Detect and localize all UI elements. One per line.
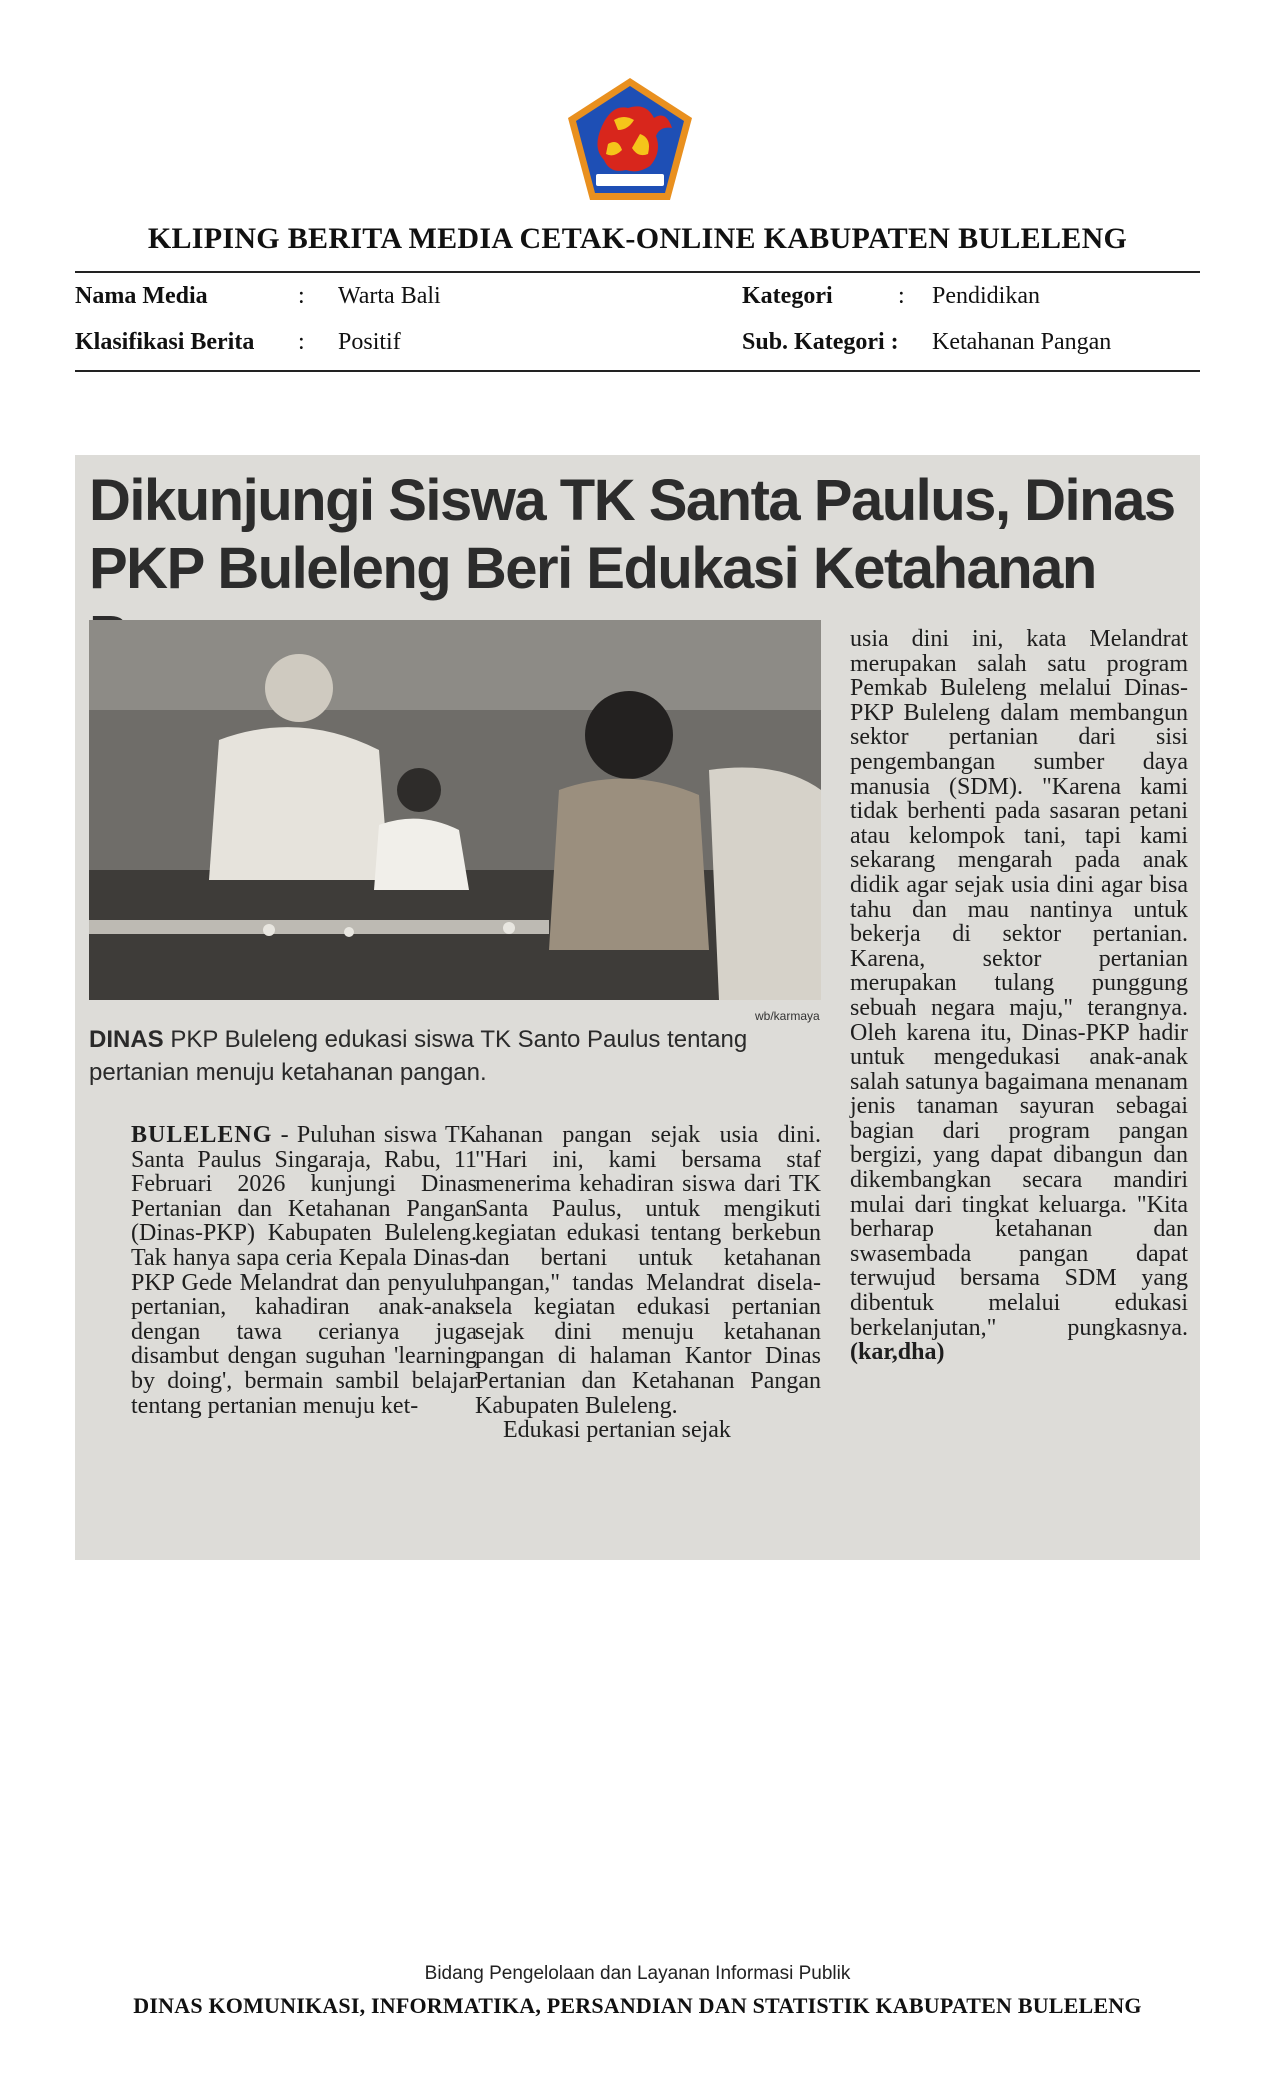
- photo-credit: wb/karmaya: [755, 1009, 820, 1023]
- header-divider-bottom: [75, 370, 1200, 372]
- category-value: Pendidikan: [932, 283, 1040, 309]
- document-title: KLIPING BERITA MEDIA CETAK-ONLINE KABUPATEN BULELENG: [147, 222, 1128, 255]
- caption-lead: DINAS: [89, 1026, 164, 1053]
- subcategory-label: Sub. Kategori :: [742, 329, 899, 355]
- article-column-1: [131, 1123, 477, 1418]
- media-separator: :: [298, 283, 305, 309]
- article-headline: Dikunjungi Siswa TK Santa Paulus, Dinas PKP Buleleng Beri Edukasi Ketahanan: [89, 468, 1175, 601]
- column-3-text: usia dini ini, kata Melandrat merupakan salah satu program Pemkab Buleleng melalui Dinas-PKP Buleleng dalam membangun sektor pertanian dari sisi pengembangan sumber daya manusia (SDM). "Karena kami tidak berhenti pada sasaran petani atau kelompok tani, tapi kami sekarang mengarah pada anak didik agar sejak usia dini agar bisa tahu dan mau nantinya untuk bekerja di sektor pertanian. Karena, sektor pertanian merupakan tulang punggung sebuah negara maju," terangnya. Oleh karena itu, Dinas-PKP hadir untuk mengedukasi anak-anak salah satunya bagaimana menanam jenis tanaman sayuran sebagai bagian dari program pangan bergizi, yang dapat dibangun dan dikembangkan secara mandiri mulai dari tingkat keluarga. "Kita berharap ketahanan dan swasembada pangan dapat terwujud bersama SDM yang dibentuk melalui edukasi berkelanjutan," pungkasnya.: [850, 626, 1188, 1341]
- column-2-paragraph-1: ahanan pangan sejak usia dini. "Hari ini, kami bersama staf menerima kehadiran siswa dari TK Santa Paulus, untuk mengikuti kegiatan edukasi tentang berkebun dan bertani untuk ketahanan pangan," tandas Melandrat disela-sela kegiatan edukasi pertanian sejak dini menuju ketahanan pangan di halaman Kantor Dinas Pertanian dan Ketahanan Pangan Kabupaten Buleleng.: [475, 1122, 821, 1419]
- column-2-paragraph-2: Edukasi pertanian sejak: [503, 1417, 731, 1444]
- article-column-3: [850, 627, 1188, 1365]
- header-divider-top: [75, 271, 1200, 273]
- media-label: Nama Media: [75, 283, 208, 309]
- photo-caption: [89, 1023, 829, 1089]
- column-1-text: - Puluhan siswa TK Santa Paulus Singaraja, Rabu, 11 Februari 2026 kunjungi Dinas Pertanian dan Ketahanan Pangan (Dinas-PKP) Kabupaten Buleleng. Tak hanya sapa ceria Kepala Dinas-PKP Gede Melandrat dan penyuluh pertanian, kahadiran anak-anak dengan tawa cerianya juga disambut dengan suguhan 'learning by doing', bermain sambil belajar tentang pertanian menuju ket-: [131, 1122, 477, 1419]
- article-dateline: BULELENG: [131, 1122, 273, 1148]
- buleleng-crest-logo: [562, 74, 698, 204]
- news-clipping: [75, 455, 1200, 1560]
- category-separator: :: [898, 283, 905, 309]
- article-photo: [89, 620, 821, 1000]
- caption-text: PKP Buleleng edukasi siswa TK Santo Paulus tentang pertanian menuju ketahanan pangan.: [89, 1026, 748, 1086]
- footer-agency: DINAS KOMUNIKASI, INFORMATIKA, PERSANDIAN DAN STATISTIK KABUPATEN BULELENG: [133, 1993, 1142, 2018]
- classification-value: Positif: [338, 329, 401, 355]
- classification-separator: :: [298, 329, 305, 355]
- article-byline: (kar,dha): [850, 1339, 945, 1366]
- subcategory-value: Ketahanan Pangan: [932, 329, 1112, 355]
- footer-division: Bidang Pengelolaan dan Layanan Informasi Publik: [424, 1963, 851, 1984]
- article-column-2: [475, 1123, 821, 1443]
- media-value: Warta Bali: [338, 283, 441, 309]
- classification-label: Klasifikasi Berita: [75, 329, 255, 355]
- category-label: Kategori: [742, 283, 833, 309]
